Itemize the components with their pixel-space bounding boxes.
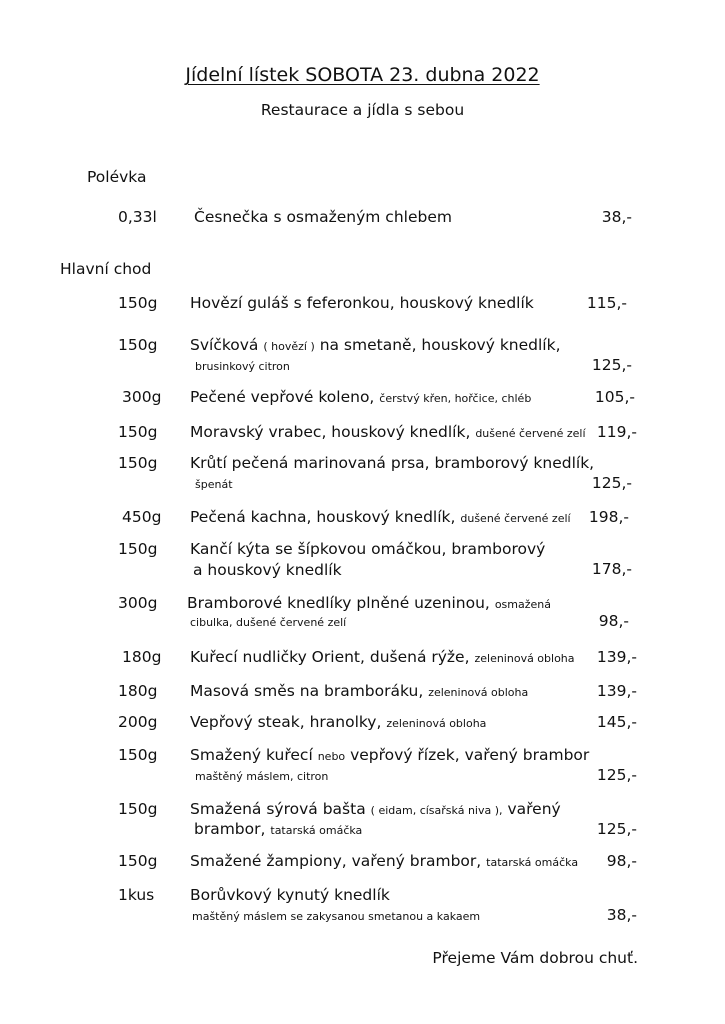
item-detail: brambor, tatarská omáčka [194, 820, 363, 838]
item-price: 198,- [588, 508, 629, 526]
item-price: 125,- [596, 820, 637, 838]
item-price: 119,- [596, 423, 637, 441]
item-quantity: 300g [118, 594, 158, 612]
item-quantity: 200g [118, 713, 158, 731]
item-name: Smažená sýrová bašta ( eidam, císařská niva ), vařený [190, 800, 561, 818]
item-side: dušené červené zelí [475, 427, 586, 440]
item-price: 139,- [596, 648, 637, 666]
item-note: ( eidam, císařská niva ), [370, 804, 503, 817]
item-price: 139,- [596, 682, 637, 700]
item-name: Smažený kuřecí nebo vepřový řízek, vařený brambor [190, 746, 590, 764]
item-detail: a houskový knedlík [193, 561, 342, 579]
item-price: 98,- [598, 612, 629, 630]
item-side: tatarská omáčka [486, 856, 579, 869]
menu-subtitle: Restaurace a jídla s sebou [260, 101, 465, 119]
item-quantity: 0,33l [118, 208, 157, 226]
item-quantity: 180g [122, 648, 162, 666]
item-price: 125,- [596, 766, 637, 784]
item-name: Česnečka s osmaženým chlebem [194, 208, 452, 226]
item-name: Krůtí pečená marinovaná prsa, bramborový knedlík, [190, 454, 595, 472]
item-name: Masová směs na bramboráku, zeleninová obloha [190, 682, 529, 700]
item-connector: nebo [317, 750, 346, 763]
item-detail: maštěný máslem, citron [195, 770, 329, 783]
item-quantity: 300g [122, 388, 162, 406]
item-name: Pečená kachna, houskový knedlík, dušené červené zelí [190, 508, 571, 526]
item-quantity: 1kus [118, 886, 155, 904]
item-price: 38,- [601, 208, 632, 226]
item-price: 145,- [596, 713, 637, 731]
item-detail: brusinkový citron [195, 360, 290, 373]
item-name: Kuřecí nudličky Orient, dušená rýže, zeleninová obloha [190, 648, 575, 666]
item-price: 98,- [606, 852, 637, 870]
item-price: 125,- [591, 356, 632, 374]
item-side: tatarská omáčka [270, 824, 363, 837]
item-name: Hovězí guláš s feferonkou, houskový knedlík [190, 294, 534, 312]
item-price: 115,- [586, 294, 627, 312]
item-side: dušené červené zelí [460, 512, 571, 525]
section-label-main: Hlavní chod [60, 260, 152, 278]
item-quantity: 150g [118, 800, 158, 818]
item-price: 105,- [594, 388, 635, 406]
item-quantity: 180g [118, 682, 158, 700]
item-quantity: 150g [118, 746, 158, 764]
item-quantity: 150g [118, 454, 158, 472]
item-detail: špenát [195, 478, 233, 491]
item-side: osmažená [494, 598, 551, 611]
section-label-soup: Polévka [87, 168, 147, 186]
item-name: Smažené žampiony, vařený brambor, tatarská omáčka [190, 852, 579, 870]
item-name: Pečené vepřové koleno, čerstvý křen, hořčice, chléb [190, 388, 532, 406]
item-price: 125,- [591, 474, 632, 492]
item-name: Moravský vrabec, houskový knedlík, dušené červené zelí [190, 423, 586, 441]
item-detail: maštěný máslem se zakysanou smetanou a kakaem [192, 910, 481, 923]
item-quantity: 150g [118, 336, 158, 354]
item-price: 38,- [606, 906, 637, 924]
item-name: Vepřový steak, hranolky, zeleninová obloha [190, 713, 487, 731]
item-side: zeleninová obloha [386, 717, 487, 730]
item-side: zeleninová obloha [474, 652, 575, 665]
item-name: Bramborové knedlíky plněné uzeninou, osmažená [187, 594, 551, 612]
item-side: čerstvý křen, hořčice, chléb [379, 392, 532, 405]
item-side: zeleninová obloha [428, 686, 529, 699]
item-name: Kančí kýta se šípkovou omáčkou, bramborový [190, 540, 546, 558]
menu-title: Jídelní lístek SOBOTA 23. dubna 2022 [185, 64, 540, 86]
item-quantity: 450g [122, 508, 162, 526]
item-quantity: 150g [118, 540, 158, 558]
item-note: ( hovězí ) [263, 340, 315, 353]
item-name: Borůvkový kynutý knedlík [190, 886, 390, 904]
closing-wish: Přejeme Vám dobrou chuť. [432, 949, 638, 967]
item-quantity: 150g [118, 852, 158, 870]
item-quantity: 150g [118, 423, 158, 441]
item-name: Svíčková ( hovězí ) na smetaně, houskový knedlík, [190, 336, 561, 354]
item-quantity: 150g [118, 294, 158, 312]
item-price: 178,- [591, 560, 632, 578]
item-detail: cibulka, dušené červené zelí [190, 616, 347, 629]
